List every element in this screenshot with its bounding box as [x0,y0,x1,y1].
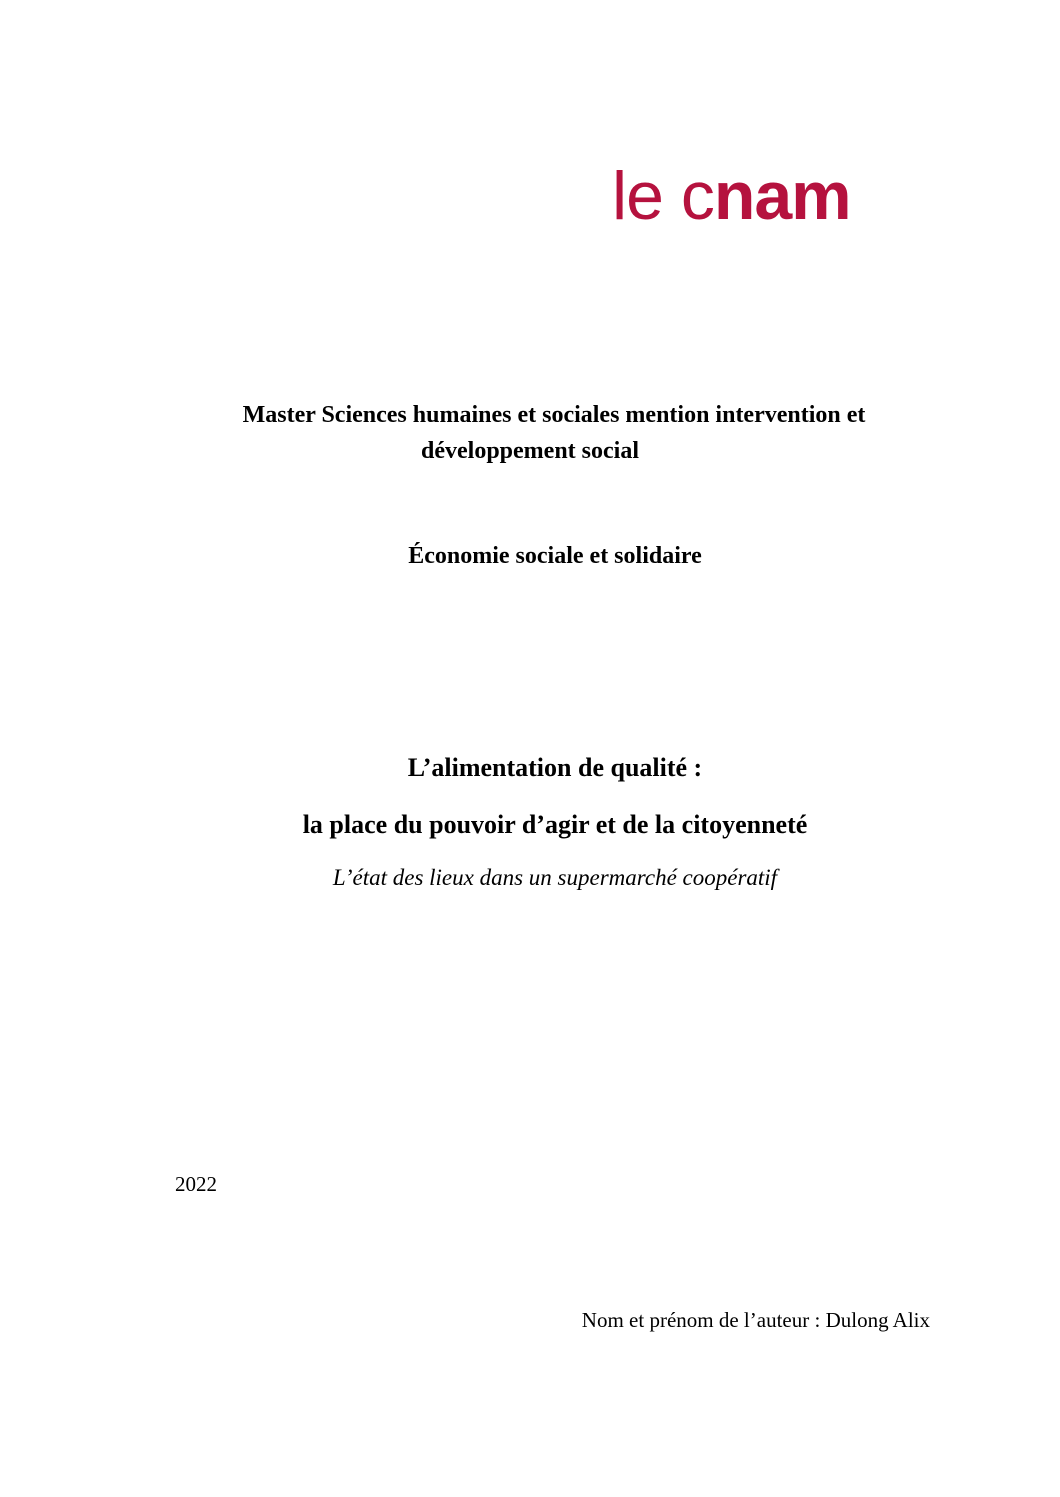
cnam-logo [612,156,851,236]
thesis-subtitle: L’état des lieux dans un supermarché coopératif [332,865,778,890]
logo-text-bold: nam [713,158,851,234]
thesis-title-line1: L’alimentation de qualité : [407,753,703,782]
author-line [582,1306,930,1334]
author-name: Dulong Alix [825,1308,930,1332]
program-title-line2: développement social [421,438,639,464]
author-label: Nom et prénom de l’auteur : [581,1308,826,1332]
year: 2022 [175,1172,217,1196]
specialty-heading: Économie sociale et solidaire [408,543,702,569]
thesis-title-line2: la place du pouvoir d’agir et de la citoyenneté [302,810,808,839]
program-title [24,397,1060,469]
logo-text-light: le c [612,158,714,234]
program-title-line1: Master Sciences humaines et sociales mention intervention et [242,402,866,428]
